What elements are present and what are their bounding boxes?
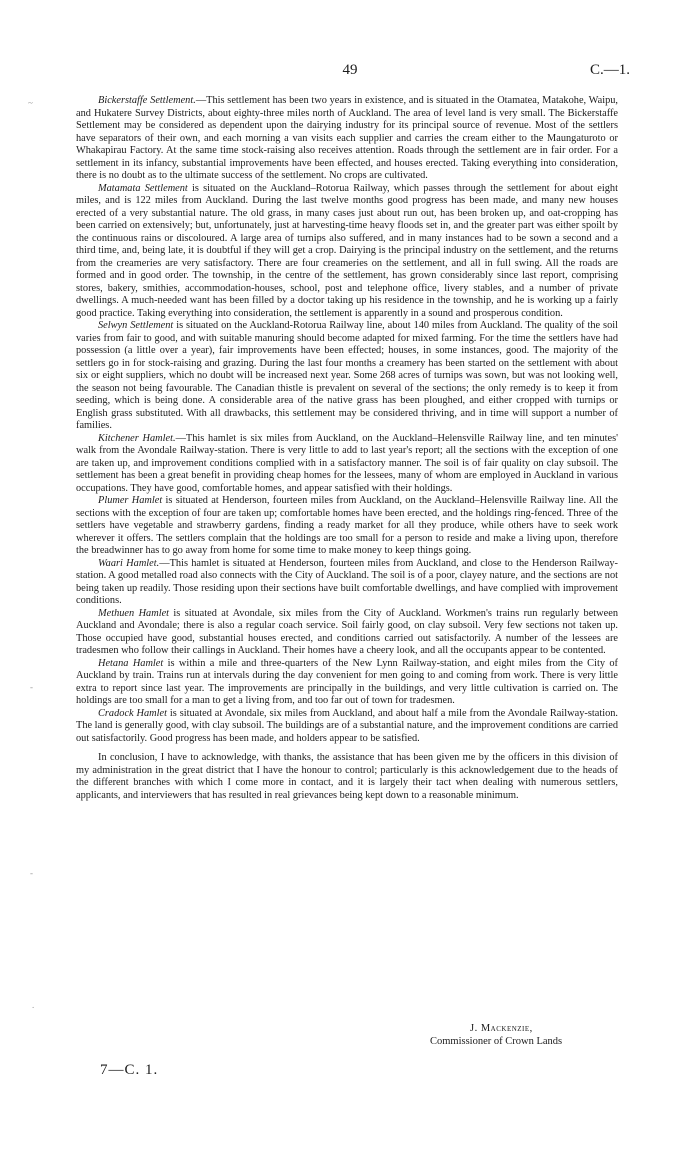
- paragraph-lead: Selwyn Settlement: [98, 320, 174, 331]
- paragraph-matamata: [76, 183, 618, 321]
- paragraph-text: is within a mile and three-quarters of the New Lynn Railway-station, and eight miles from the City of Auckland by train. Trains run at intervals during the day convenient for men going to and coming from work. There is very little extra to report since last year. The improvements are principally in the buildings, and very little cultivation is carried on. The holdings are too small for a man to get a living from, and too far out of town for tradesmen.: [76, 657, 618, 706]
- paragraph-text: is situated on the Auckland–Rotorua Railway, which passes through the settlement for about eight miles, and is 122 miles from Auckland. During the last twelve months good progress has been made, and many new houses erected of a very substantial nature. The old grass, in many cases just about run out, has been broken up, and oat-cropping has been carried on extensively; but, unfortunately, just at harvesting-time heavy floods set in, and the greater part was either spoilt by the continuous rains or discoloured. A large area of turnips also suffered, and in many instances had to be sown a second and a third time, and, being late, it is doubtful if they will get a crop. Dairying is the principal industry on the settlement, and the returns from the creameries are very satisfactory. There are four creameries on the settlement, and all in full swing. All the roads are formed and in good order. The township, in the centre of the settlement, has grown considerably since last report, comprising stores, bakery, smithies, accommodation-houses, school, post and telephone office, livery stables, and a number of private dwellings. A much-needed want has been filled by a doctor taking up his residence in the township, and he is working up a fairly good practice. Taking everything into consideration, the settlement is apparently in a sound and prosperous condition.: [76, 182, 618, 319]
- paragraph-lead: Cradock Hamlet: [98, 707, 167, 719]
- paragraph-conclusion: [76, 752, 618, 802]
- paragraph-waari: [76, 558, 618, 608]
- paragraph-lead: Plumer Hamlet: [98, 495, 163, 506]
- paragraph-text: —This settlement has been two years in existence, and is situated in the Otamatea, Matakohe, Waipu, and Hukatere Survey Districts, about eighty-three miles north of Auckland. The area of level land is very small. The Bickerstaffe Settlement may be considered as dependent upon the dairying industry for its principal source of revenue. Most of the settlers have separators of their own, and each morning a van visits each supplier and carries the cream either to the Maungaturoto or Whakapirau Factory. At the same time stock-raising also receives attention. Roads through the settlement are in fair order. For a settlement in its infancy, substantial improvements have been effected, and houses erected. Taking everything into consideration, there is no doubt as to the ultimate success of the settlement. No crops are cultivated.: [76, 95, 619, 181]
- margin-mark: ~: [28, 98, 33, 108]
- margin-mark: -: [30, 682, 33, 692]
- paragraph-text: In conclusion, I have to acknowledge, with thanks, the assistance that has been given me by the officers in this division of my administration in the great district that I have the honour to control; particularly is this acknowledgement due to the heads of the different branches with which I come more in contact, and it is largely their tact when dealing with numerous settlers, applicants, and interviewers that has resulted in real grievances being kept down to a reasonable minimum.: [76, 752, 618, 801]
- paragraph-kitchener: [76, 433, 618, 496]
- paragraph-lead: Hetana Hamlet: [98, 657, 164, 669]
- paragraph-text: is situated at Avondale, six miles from Auckland, and about half a mile from the Avondale Railway-station. The land is generally good, with clay subsoil. The buildings are of a substantial nature, and the improvement conditions are carried out satisfactorily. Good progress has been made, and holders appear to be satisfied.: [76, 707, 618, 744]
- paragraph-lead: Kitchener Hamlet.: [98, 432, 176, 444]
- paragraph-text: is situated at Henderson, fourteen miles from Auckland, on the Auckland–Helensville Railway line. All the sections with the exception of four are taken up; comfortable homes have been erected, and the holdings ring-fenced. Three of the settlers have vegetable and strawberry gardens, finding a ready market for all they produce, while others have to seek work wherever it offers. The settlers complain that the holdings are too small for a person to reside and make a living upon, therefore the breadwinner has to go away from home for some time to make money to keep things going.: [76, 495, 618, 556]
- paragraph-hetana: [76, 658, 618, 708]
- paragraph-selwyn: [76, 320, 618, 433]
- paragraph-lead: Bickerstaffe Settlement.: [98, 95, 196, 106]
- paragraph-plumer: [76, 495, 618, 558]
- page-number: 49: [342, 62, 358, 78]
- paragraph-lead: Methuen Hamlet: [98, 607, 170, 619]
- margin-mark: .: [32, 1000, 35, 1010]
- paragraph-text: is situated on the Auckland-Rotorua Railway line, about 140 miles from Auckland. The quality of the soil varies from fair to good, and with suitable manuring should become adapted for mixed farming. For the time the settlers have had possession (a little over a year), fair improvements have been effected; houses, in some instances, good. The majority of the settlers go in for stock-raising and grazing. During the last four months a creamery has been started on the settlement with about six or eight suppliers, which no doubt will be increased next year. Some 268 acres of turnips was sown, but was not looking well, the season not being favourable. The Canadian thistle is prevalent on several of the sections; the only remedy is to keep it from seeding, which is being done. A considerable area of the native grass has been ploughed, and either cropped with turnips or English grass substituted. With all drawbacks, this settlement may be considered thriving, and in time will support a number of families.: [76, 320, 619, 431]
- report-body: [76, 95, 618, 802]
- paragraph-lead: Matamata Settlement: [98, 182, 188, 194]
- footer-signature-mark: 7—C. 1.: [100, 1062, 159, 1078]
- signature-block: [430, 1022, 620, 1048]
- paragraph-methuen: [76, 608, 618, 658]
- signatory-title: Commissioner of Crown Lands: [430, 1036, 563, 1047]
- margin-mark: -: [30, 868, 33, 878]
- paragraph-cradock: [76, 708, 618, 746]
- paragraph-bickerstaffe: [76, 95, 618, 183]
- paragraph-text: —This hamlet is situated at Henderson, fourteen miles from Auckland, and close to the Henderson Railway-station. A good metalled road also connects with the City of Auckland. The soil is of a poor, clayey nature, and the sections are not being taken up readily. Those residing upon their sections have built comfortable dwellings, and have complied with improvement conditions.: [76, 557, 618, 606]
- paragraph-lead: Waari Hamlet.: [98, 557, 160, 569]
- series-code: C.—1.: [589, 62, 630, 78]
- signatory-name: J. Mackenzie,: [470, 1023, 533, 1034]
- paragraph-text: is situated at Avondale, six miles from the City of Auckland. Workmen's trains run regularly between Auckland and Avondale; there is also a regular coach service. Soil fairly good, on clay subsoil. Very few sections not taken up. Those occupied have good, substantial houses erected, and conditions carried out satisfactorily. A number of the lessees are tradesmen who follow their callings in Auckland. Their homes have a cheery look, and all the occupants appear to be contented.: [76, 607, 618, 656]
- paragraph-text: —This hamlet is six miles from Auckland, on the Auckland–Helensville Railway line, and ten minutes' walk from the Avondale Railway-station. There is very little to add to last year's report; all the sections with the exception of one are taken up, and improvement conditions complied with in a satisfactory manner. The soil is of fair quality on clay subsoil. The settlement has been a great benefit in providing cheap homes for the lessees, many of whom are employed in Auckland in various occupations. They have good, comfortable homes, and appear satisfied with their holdings.: [76, 432, 618, 494]
